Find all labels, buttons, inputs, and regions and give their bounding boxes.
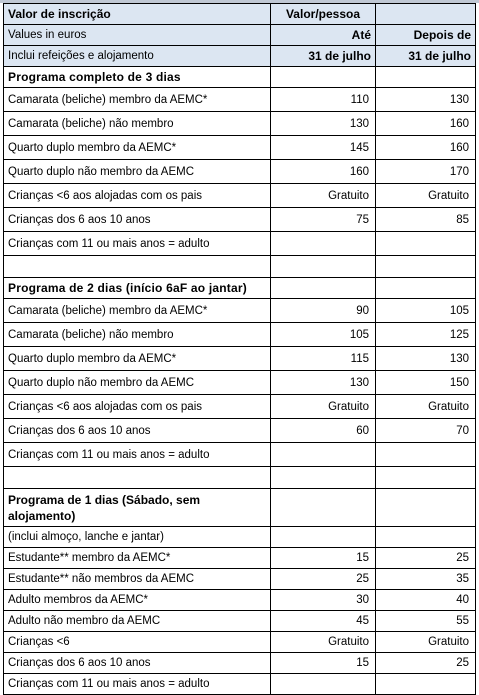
section-note: (inclui almoço, lanche e jantar) (4, 527, 271, 548)
empty-cell (271, 489, 376, 527)
row-label: Crianças <6 aos alojadas com os pais (4, 395, 271, 419)
price-after (376, 443, 476, 467)
price-after: 125 (376, 323, 476, 347)
row-label: Adulto não membro da AEMC (4, 611, 271, 632)
price-after: Gratuito (376, 395, 476, 419)
price-until: 30 (271, 590, 376, 611)
price-until: Gratuito (271, 632, 376, 653)
row-label: Crianças com 11 ou mais anos = adulto (4, 443, 271, 467)
price-after (376, 674, 476, 695)
table-row (4, 347, 476, 371)
column-header-value: Valor/pessoa (271, 4, 376, 25)
row-label: Estudante** não membros da AEMC (4, 569, 271, 590)
price-until: 130 (271, 112, 376, 136)
section-header-row (4, 278, 476, 299)
row-label: Crianças <6 aos alojadas com os pais (4, 184, 271, 208)
section-title: Programa de 1 dias (Sábado, sem alojamento) (4, 489, 271, 527)
table-row (4, 323, 476, 347)
date-until: 31 de julho (271, 46, 376, 67)
price-after: 35 (376, 569, 476, 590)
price-after: 85 (376, 208, 476, 232)
empty-cell (4, 256, 271, 278)
row-label: Camarata (beliche) membro da AEMC* (4, 88, 271, 112)
price-until: 115 (271, 347, 376, 371)
units-label: Values in euros (4, 25, 271, 46)
registration-fee-table (3, 3, 476, 695)
date-after: 31 de julho (376, 46, 476, 67)
section-note-row (4, 527, 476, 548)
price-until: Gratuito (271, 184, 376, 208)
row-label: Quarto duplo membro da AEMC* (4, 136, 271, 160)
empty-cell (4, 467, 271, 489)
row-label: Crianças <6 (4, 632, 271, 653)
empty-cell (271, 467, 376, 489)
row-label: Adulto membros da AEMC* (4, 590, 271, 611)
table-row (4, 232, 476, 256)
price-until: 130 (271, 371, 376, 395)
row-label: Quarto duplo não membro da AEMC (4, 160, 271, 184)
price-until: 105 (271, 323, 376, 347)
empty-cell (376, 278, 476, 299)
price-until: Gratuito (271, 395, 376, 419)
empty-cell (271, 527, 376, 548)
price-after: 130 (376, 88, 476, 112)
price-after: 160 (376, 112, 476, 136)
table-row (4, 395, 476, 419)
price-until: 60 (271, 419, 376, 443)
table-row (4, 674, 476, 695)
row-label: Estudante** membro da AEMC* (4, 548, 271, 569)
price-after: Gratuito (376, 184, 476, 208)
row-label: Crianças dos 6 aos 10 anos (4, 419, 271, 443)
price-until: 90 (271, 299, 376, 323)
price-until: 110 (271, 88, 376, 112)
price-after: 25 (376, 548, 476, 569)
table-row (4, 653, 476, 674)
table-row (4, 548, 476, 569)
row-label: Camarata (beliche) não membro (4, 112, 271, 136)
table-row (4, 208, 476, 232)
section-title: Programa de 2 dias (início 6aF ao jantar) (4, 278, 271, 299)
row-label: Quarto duplo membro da AEMC* (4, 347, 271, 371)
empty-cell (271, 256, 376, 278)
row-label: Crianças com 11 ou mais anos = adulto (4, 674, 271, 695)
empty-cell (376, 256, 476, 278)
price-after: 40 (376, 590, 476, 611)
price-after: Gratuito (376, 632, 476, 653)
price-until (271, 443, 376, 467)
empty-cell (271, 67, 376, 88)
price-until: 45 (271, 611, 376, 632)
empty-cell (376, 489, 476, 527)
price-until: 160 (271, 160, 376, 184)
price-after: 25 (376, 653, 476, 674)
table-row (4, 88, 476, 112)
row-label: Crianças dos 6 aos 10 anos (4, 208, 271, 232)
header-row-dates (4, 46, 476, 67)
table-row (4, 371, 476, 395)
spacer-row (4, 467, 476, 489)
table-row (4, 632, 476, 653)
table-row (4, 443, 476, 467)
spacer-row (4, 256, 476, 278)
price-after: 70 (376, 419, 476, 443)
price-until (271, 674, 376, 695)
section-header-row (4, 489, 476, 527)
table-row (4, 611, 476, 632)
includes-label: Inclui refeições e alojamento (4, 46, 271, 67)
price-after: 55 (376, 611, 476, 632)
table-row (4, 419, 476, 443)
price-until: 145 (271, 136, 376, 160)
price-after: 130 (376, 347, 476, 371)
price-after: 105 (376, 299, 476, 323)
price-until: 25 (271, 569, 376, 590)
table-row (4, 112, 476, 136)
header-empty-cell (376, 4, 476, 25)
table-title: Valor de inscrição (4, 4, 271, 25)
empty-cell (376, 527, 476, 548)
price-until (271, 232, 376, 256)
header-row-title (4, 4, 476, 25)
empty-cell (376, 467, 476, 489)
empty-cell (271, 278, 376, 299)
row-label: Quarto duplo não membro da AEMC (4, 371, 271, 395)
row-label: Crianças com 11 ou mais anos = adulto (4, 232, 271, 256)
column-header-after: Depois de (376, 25, 476, 46)
price-after (376, 232, 476, 256)
header-row-units (4, 25, 476, 46)
column-header-until: Até (271, 25, 376, 46)
price-until: 75 (271, 208, 376, 232)
price-after: 150 (376, 371, 476, 395)
section-header-row (4, 67, 476, 88)
row-label: Camarata (beliche) membro da AEMC* (4, 299, 271, 323)
price-after: 170 (376, 160, 476, 184)
row-label: Crianças dos 6 aos 10 anos (4, 653, 271, 674)
table-row (4, 590, 476, 611)
price-after: 160 (376, 136, 476, 160)
section-title: Programa completo de 3 dias (4, 67, 271, 88)
table-row (4, 136, 476, 160)
empty-cell (376, 67, 476, 88)
price-until: 15 (271, 653, 376, 674)
table-row (4, 569, 476, 590)
table-row (4, 160, 476, 184)
table-row (4, 184, 476, 208)
price-until: 15 (271, 548, 376, 569)
row-label: Camarata (beliche) não membro (4, 323, 271, 347)
table-row (4, 299, 476, 323)
